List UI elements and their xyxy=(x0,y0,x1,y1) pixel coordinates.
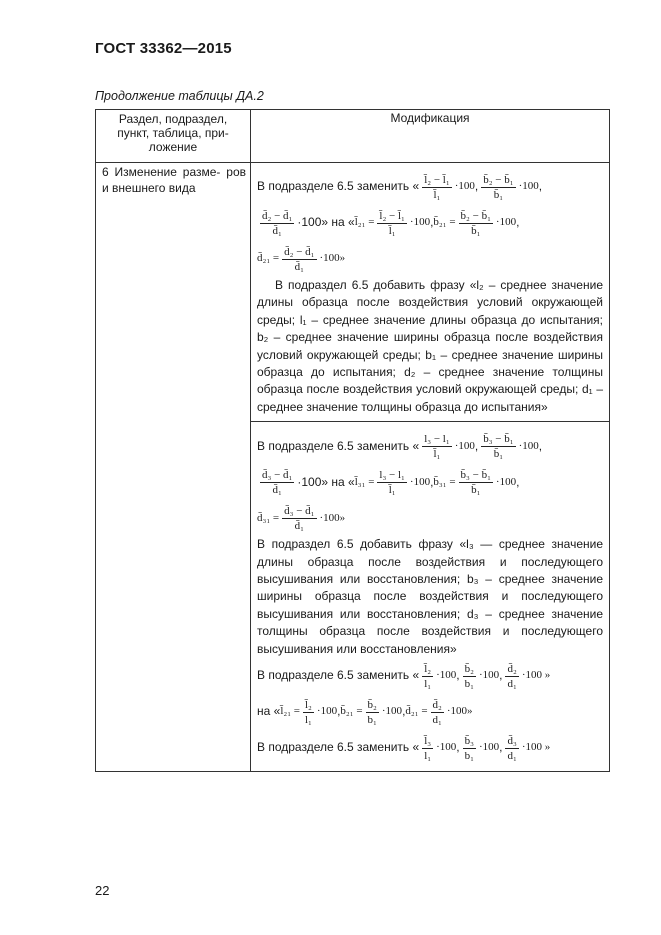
fraction: $\frac{\text{l̄₃}}{\text{l₁}}$ xyxy=(424,734,432,762)
formula-line: $\frac{\text{d̄₂ − d̄₁}}{\text{d̄₁}}$ ·100» на « l̄₂₁ = $\frac{\text{l̄₂ − l̄₁}}{\text{l̄₁}}$ ·100 , b̄₂₁ = $\frac{\text{b̄₂ − b̄₁}}{\text{b̄₁}}$ ·100 , xyxy=(262,209,520,237)
formula-line: В подразделе 6.5 заменить « $\frac{\text{l̄₃}}{\text{l₁}}$ ·100 , $\frac{\text{b̄₃}}{\text{b₁}}$ ·100 , $\frac{\text{d̄₃}}{\text{d₁}}$ ·100 » xyxy=(257,734,551,762)
table-continuation-caption: Продолжение таблицы ДА.2 xyxy=(95,89,264,103)
fraction: $\frac{\text{l̄₂ − l̄₁}}{\text{l̄₁}}$ xyxy=(424,173,450,201)
fraction: $\frac{\text{l̄₂ − l̄₁}}{\text{l̄₁}}$ xyxy=(379,209,405,237)
fraction: $\frac{\text{d̄₂ − d̄₁}}{\text{d̄₁}}$ xyxy=(262,209,293,237)
fraction: $\frac{\text{b̄₂ − b̄₁}}{\text{b̄₁}}$ xyxy=(460,209,491,237)
modification-cell-2 xyxy=(251,422,610,772)
fraction: $\frac{\text{b̄₂}}{\text{b₁}}$ xyxy=(367,698,377,726)
fraction: $\frac{\text{d̄₃ − d̄₁}}{\text{d̄₁}}$ xyxy=(284,504,315,532)
table-header-row xyxy=(96,110,610,163)
fraction: $\frac{\text{b̄₃ − b̄₁}}{\text{b̄₁}}$ xyxy=(483,432,514,460)
modification-paragraph: В подраздел 6.5 добавить фразу «l₃ — среднее значение длины образца после воздействия и последующего высушивания или восстановления; b₃ – среднее значение ширины образца после воздействия и последующего высушивания или восстановления; d₃ – среднее значение толщины образца после воздействия и последующего высушивания или восстановления» xyxy=(257,537,603,656)
fraction: $\frac{\text{b̄₃ − b̄₁}}{\text{b̄₁}}$ xyxy=(460,468,491,496)
formula-line: В подразделе 6.5 заменить « $\frac{\text{l̄₂}}{\text{l₁}}$ ·100 , $\frac{\text{b̄₂}}{\text{b₁}}$ ·100 , $\frac{\text{d̄₂}}{\text{d₁}}$ ·100 » xyxy=(257,662,551,690)
modification-paragraph: В подраздел 6.5 добавить фразу «l₂ – среднее значение длины образца после воздействия условий окружающей среды; l₁ – среднее значение длины образца до испытания; b₂ – среднее значение ширины образца после воздействия условий окружающей среды; b₁ – среднее значение ширины образца до испытания; d₂ – среднее значение толщины образца после воздействия условий окружающей среды; d₁ – среднее значение толщины образца до испытания» xyxy=(257,278,603,414)
formula-line: на « l̄₂₁ = $\frac{\text{l̄₂}}{\text{l₁}}$ ·100 , b̄₂₁ = $\frac{\text{b̄₂}}{\text{b₁}}$ ·100 , d̄₂₁ = $\frac{\text{d̄₂}}{\text{d₁}}$ ·100» xyxy=(257,698,473,726)
section-cell: 6 Изменение разме- ров и внешнего вида xyxy=(96,163,251,772)
formula-line: $\frac{\text{d̄₃ − d̄₁}}{\text{d̄₁}}$ ·100» на « l̄₃₁ = $\frac{\text{l₃ − l₁}}{\text{l̄₁}}$ ·100 , b̄₃₁ = $\frac{\text{b̄₃ − b̄₁}}{\text{b̄₁}}$ ·100 , xyxy=(262,468,520,496)
fraction: $\frac{\text{b̄₂ − b̄₁}}{\text{b̄₁}}$ xyxy=(483,173,514,201)
column-header-modification: Модификация xyxy=(251,110,610,163)
fraction: $\frac{\text{d̄₃ − d̄₁}}{\text{d̄₁}}$ xyxy=(262,468,293,496)
column-header-section: Раздел, подраздел, пункт, таблица, при- ложение xyxy=(96,110,251,163)
fraction: $\frac{\text{d̄₂}}{\text{d₁}}$ xyxy=(432,698,442,726)
fraction: $\frac{\text{l̄₂}}{\text{l₁}}$ xyxy=(305,698,312,726)
fraction: $\frac{\text{l₃ − l₁}}{\text{l̄₁}}$ xyxy=(379,468,405,496)
formula-line: d̄₃₁ = $\frac{\text{d̄₃ − d̄₁}}{\text{d̄₁}}$ ·100» xyxy=(257,504,346,532)
formula-line: d̄₂₁ = $\frac{\text{d̄₂ − d̄₁}}{\text{d̄₁}}$ ·100» xyxy=(257,245,346,273)
fraction: $\frac{\text{b̄₂}}{\text{b₁}}$ xyxy=(464,662,474,690)
table-row xyxy=(96,163,610,422)
fraction: $\frac{\text{l₃ − l₁}}{\text{l̄₁}}$ xyxy=(424,432,450,460)
modification-table xyxy=(95,109,610,772)
fraction: $\frac{\text{d̄₂ − d̄₁}}{\text{d̄₁}}$ xyxy=(284,245,315,273)
standard-number: ГОСТ 33362—2015 xyxy=(95,40,232,57)
page-number: 22 xyxy=(95,883,110,898)
modification-cell-1 xyxy=(251,163,610,422)
fraction: $\frac{\text{d̄₂}}{\text{d₁}}$ xyxy=(507,662,517,690)
fraction: $\frac{\text{b̄₃}}{\text{b₁}}$ xyxy=(464,734,474,762)
fraction: $\frac{\text{l̄₂}}{\text{l₁}}$ xyxy=(424,662,432,690)
formula-line: В подразделе 6.5 заменить « $\frac{\text{l̄₂ − l̄₁}}{\text{l̄₁}}$ ·100 , $\frac{\text{b̄₂ − b̄₁}}{\text{b̄₁}}$ ·100 , xyxy=(257,173,543,201)
formula-line: В подразделе 6.5 заменить « $\frac{\text{l₃ − l₁}}{\text{l̄₁}}$ ·100 , $\frac{\text{b̄₃ − b̄₁}}{\text{b̄₁}}$ ·100 , xyxy=(257,432,543,460)
fraction: $\frac{\text{d̄₃}}{\text{d₁}}$ xyxy=(507,734,517,762)
